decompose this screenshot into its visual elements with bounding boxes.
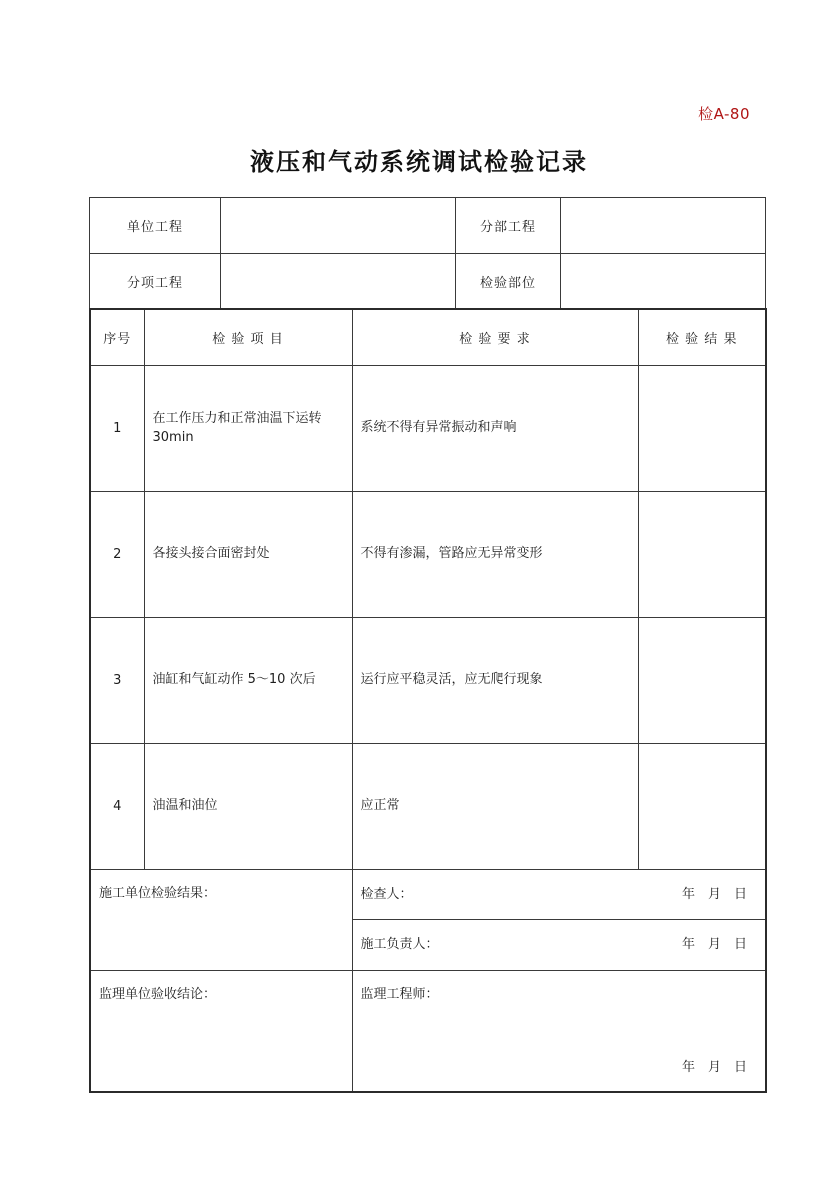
row-2-result[interactable] bbox=[638, 492, 766, 618]
inspection-table bbox=[89, 308, 767, 1093]
row-1-result[interactable] bbox=[638, 366, 766, 492]
page-title: 液压和气动系统调试检验记录 bbox=[250, 148, 588, 176]
table-row-3 bbox=[90, 618, 766, 744]
col-header-requirement: 检 验 要 求 bbox=[352, 309, 638, 366]
table-row-2 bbox=[90, 492, 766, 618]
row-4-no: 4 bbox=[90, 744, 144, 870]
construction-manager-date: 年 月 日 bbox=[681, 937, 747, 952]
row-1-requirement: 系统不得有异常振动和声响 bbox=[352, 366, 638, 492]
form-code: 检A-80 bbox=[698, 105, 750, 123]
row-2-requirement: 不得有渗漏，管路应无异常变形 bbox=[352, 492, 638, 618]
row-2-no: 2 bbox=[90, 492, 144, 618]
inspector-sign-cell[interactable] bbox=[352, 870, 766, 920]
division-project-value[interactable] bbox=[561, 198, 766, 254]
row-3-result[interactable] bbox=[638, 618, 766, 744]
inspection-part-value[interactable] bbox=[561, 254, 766, 310]
construction-manager-sign-cell[interactable] bbox=[352, 920, 766, 971]
construction-sign-row-1 bbox=[90, 870, 766, 920]
supervision-row bbox=[90, 971, 766, 1093]
header-row bbox=[90, 309, 766, 366]
construction-manager-label: 施工负责人： bbox=[360, 937, 439, 952]
supervision-date: 年 月 日 bbox=[681, 1060, 747, 1075]
supervision-engineer-cell[interactable] bbox=[352, 971, 766, 1093]
inspection-part-label: 检验部位 bbox=[456, 254, 561, 310]
info-row-1 bbox=[90, 198, 766, 254]
inspector-label: 检查人： bbox=[360, 887, 413, 902]
col-header-item: 检 验 项 目 bbox=[144, 309, 352, 366]
unit-project-label: 单位工程 bbox=[90, 198, 221, 254]
col-header-result: 检 验 结 果 bbox=[638, 309, 766, 366]
row-3-item: 油缸和气缸动作 5～10 次后 bbox=[144, 618, 352, 744]
info-row-2 bbox=[90, 254, 766, 310]
row-3-no: 3 bbox=[90, 618, 144, 744]
row-1-item: 在工作压力和正常油温下运转30min bbox=[144, 366, 352, 492]
unit-project-value[interactable] bbox=[221, 198, 456, 254]
table-row-1 bbox=[90, 366, 766, 492]
inspector-date: 年 月 日 bbox=[681, 887, 747, 902]
row-4-result[interactable] bbox=[638, 744, 766, 870]
project-info-table bbox=[89, 197, 766, 310]
table-row-4 bbox=[90, 744, 766, 870]
construction-result-cell[interactable]: 施工单位检验结果： bbox=[90, 870, 352, 971]
row-2-item: 各接头接合面密封处 bbox=[144, 492, 352, 618]
row-4-requirement: 应正常 bbox=[352, 744, 638, 870]
row-1-no: 1 bbox=[90, 366, 144, 492]
supervision-engineer-label: 监理工程师： bbox=[360, 987, 439, 1002]
row-4-item: 油温和油位 bbox=[144, 744, 352, 870]
subitem-project-value[interactable] bbox=[221, 254, 456, 310]
division-project-label: 分部工程 bbox=[456, 198, 561, 254]
row-3-requirement: 运行应平稳灵活，应无爬行现象 bbox=[352, 618, 638, 744]
supervision-conclusion-cell[interactable]: 监理单位验收结论： bbox=[90, 971, 352, 1093]
col-header-no: 序号 bbox=[90, 309, 144, 366]
subitem-project-label: 分项工程 bbox=[90, 254, 221, 310]
